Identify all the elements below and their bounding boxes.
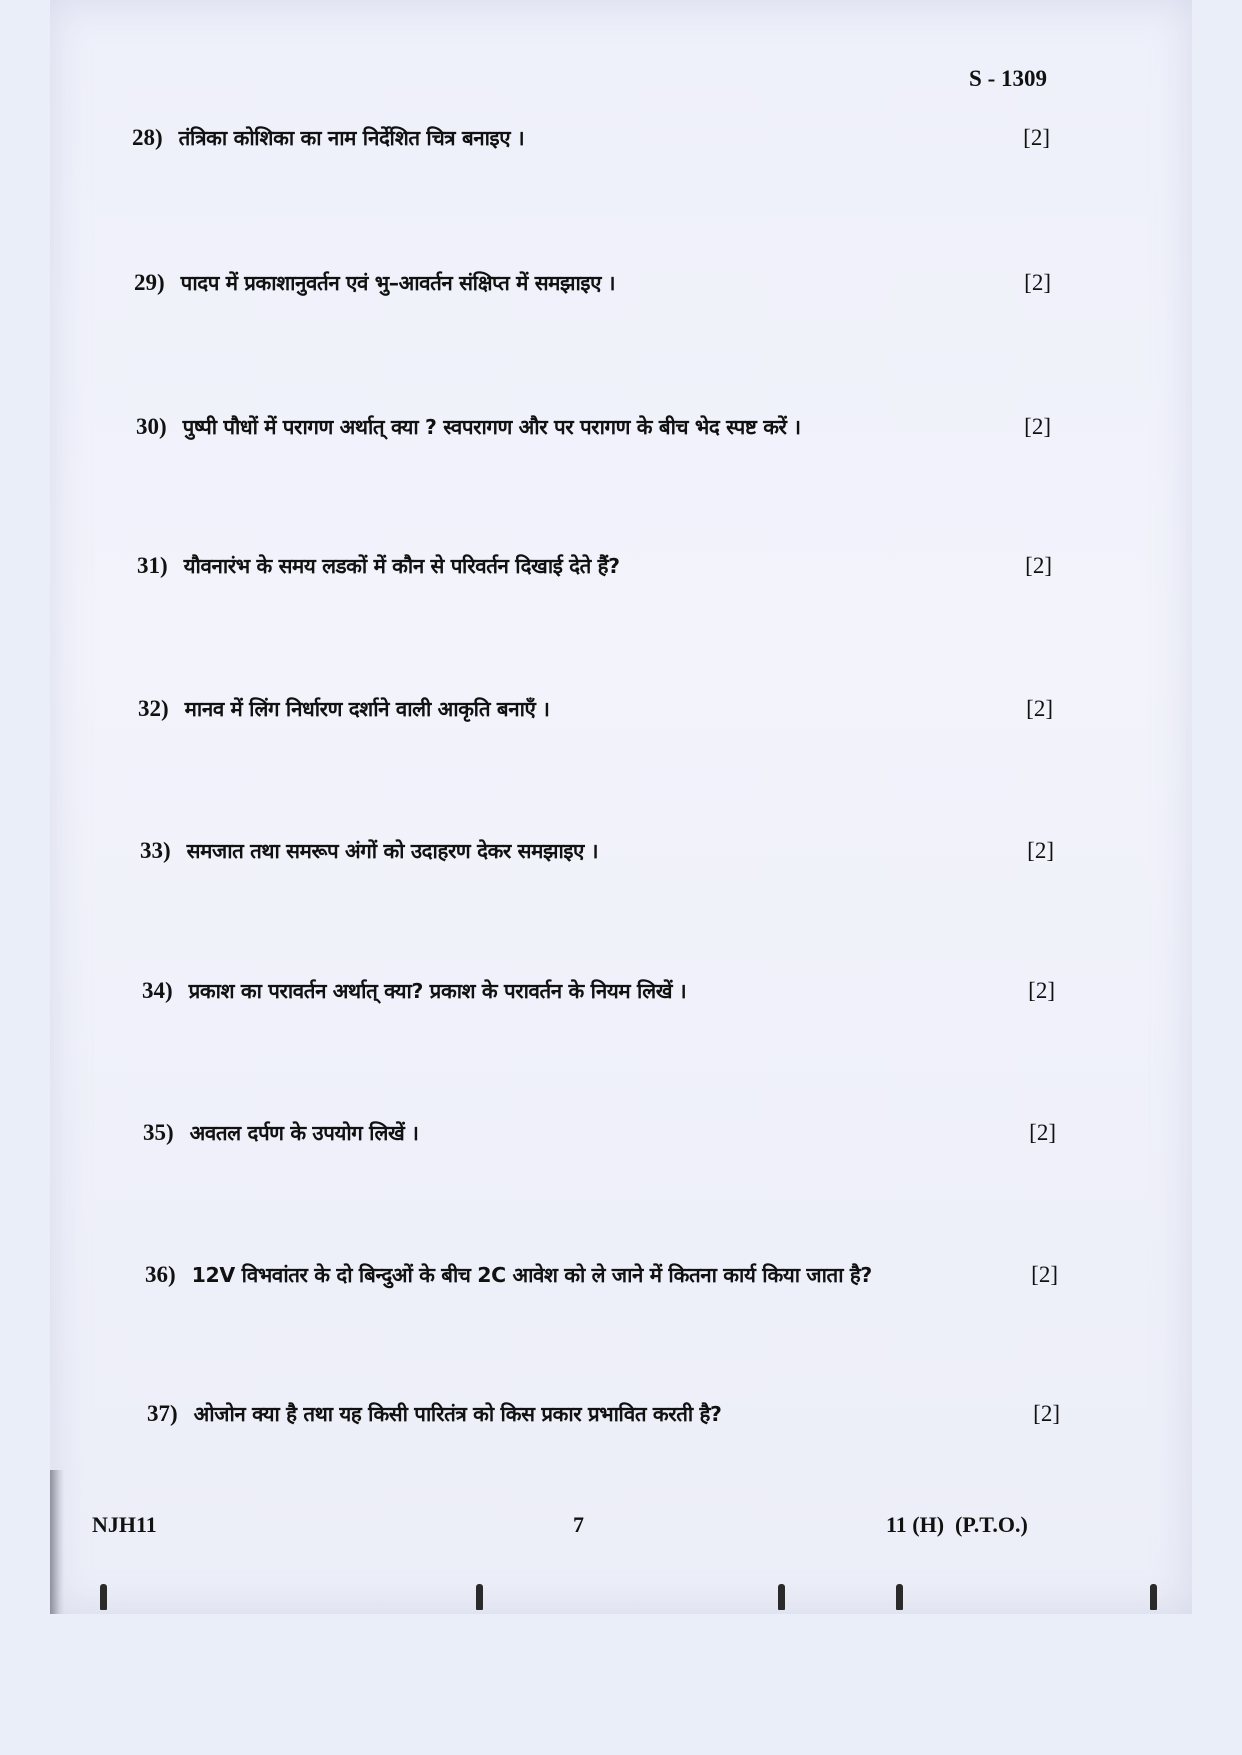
question-marks: [2] xyxy=(1033,1401,1060,1426)
question-text: तंत्रिका कोशिका का नाम निर्देशित चित्र बनाइए । xyxy=(178,126,525,150)
question-number: 35) xyxy=(143,1120,174,1145)
question-number: 30) xyxy=(136,414,167,439)
question-text: प्रकाश का परावर्तन अर्थात् क्या? प्रकाश के परावर्तन के नियम लिखें । xyxy=(188,979,687,1003)
question-number: 36) xyxy=(145,1262,176,1287)
question-text: मानव में लिंग निर्धारण दर्शाने वाली आकृति बनाएँ । xyxy=(184,697,550,721)
paper-code: S - 1309 xyxy=(969,66,1047,91)
question-marks: [2] xyxy=(1025,553,1052,578)
footer-page-number: 7 xyxy=(573,1512,584,1537)
binding-mark xyxy=(100,1584,107,1610)
question-36 xyxy=(145,1257,1058,1293)
question-marks: [2] xyxy=(1029,1120,1056,1145)
question-marks: [2] xyxy=(1024,270,1051,295)
question-number: 29) xyxy=(134,270,165,295)
question-28 xyxy=(132,120,1050,156)
question-text: ओजोन क्या है तथा यह किसी पारितंत्र को किस प्रकार प्रभावित करती है? xyxy=(193,1402,722,1426)
question-30 xyxy=(136,409,1051,445)
question-marks: [2] xyxy=(1024,414,1051,439)
question-34 xyxy=(142,973,1055,1009)
question-marks: [2] xyxy=(1026,696,1053,721)
question-number: 37) xyxy=(147,1401,178,1426)
question-text: पादप में प्रकाशानुवर्तन एवं भु–आवर्तन संक्षिप्त में समझाइए । xyxy=(180,271,616,295)
question-33 xyxy=(140,833,1054,869)
binding-mark xyxy=(778,1584,785,1610)
exam-page xyxy=(50,0,1192,1614)
question-35 xyxy=(143,1115,1056,1151)
question-marks: [2] xyxy=(1031,1262,1058,1287)
question-number: 31) xyxy=(137,553,168,578)
question-number: 32) xyxy=(138,696,169,721)
question-number: 34) xyxy=(142,978,173,1003)
question-text: पुष्पी पौधों में परागण अर्थात् क्या ? स्वपरागण और पर परागण के बीच भेद स्पष्ट करें । xyxy=(182,415,801,439)
question-37 xyxy=(147,1396,1060,1432)
question-number: 33) xyxy=(140,838,171,863)
question-marks: [2] xyxy=(1023,125,1050,150)
question-29 xyxy=(134,265,1051,301)
question-marks: [2] xyxy=(1028,978,1055,1003)
binding-mark xyxy=(1150,1584,1157,1610)
footer-code: NJH11 xyxy=(92,1512,157,1537)
binding-mark xyxy=(476,1584,483,1610)
question-text: 12V विभवांतर के दो बिन्दुओं के बीच 2C आवेश को ले जाने में कितना कार्य किया जाता है? xyxy=(191,1263,872,1287)
question-31 xyxy=(137,548,1052,584)
question-text: समजात तथा समरूप अंगों को उदाहरण देकर समझाइए । xyxy=(186,839,599,863)
binding-mark xyxy=(896,1584,903,1610)
footer-continue-note: 11 (H) (P.T.O.) xyxy=(886,1512,1028,1537)
question-marks: [2] xyxy=(1027,838,1054,863)
page-edge-shadow xyxy=(50,1470,64,1614)
question-text: यौवनारंभ के समय लडकों में कौन से परिवर्तन दिखाई देते हैं? xyxy=(183,554,620,578)
question-text: अवतल दर्पण के उपयोग लिखें । xyxy=(189,1121,419,1145)
question-32 xyxy=(138,691,1053,727)
question-number: 28) xyxy=(132,125,163,150)
